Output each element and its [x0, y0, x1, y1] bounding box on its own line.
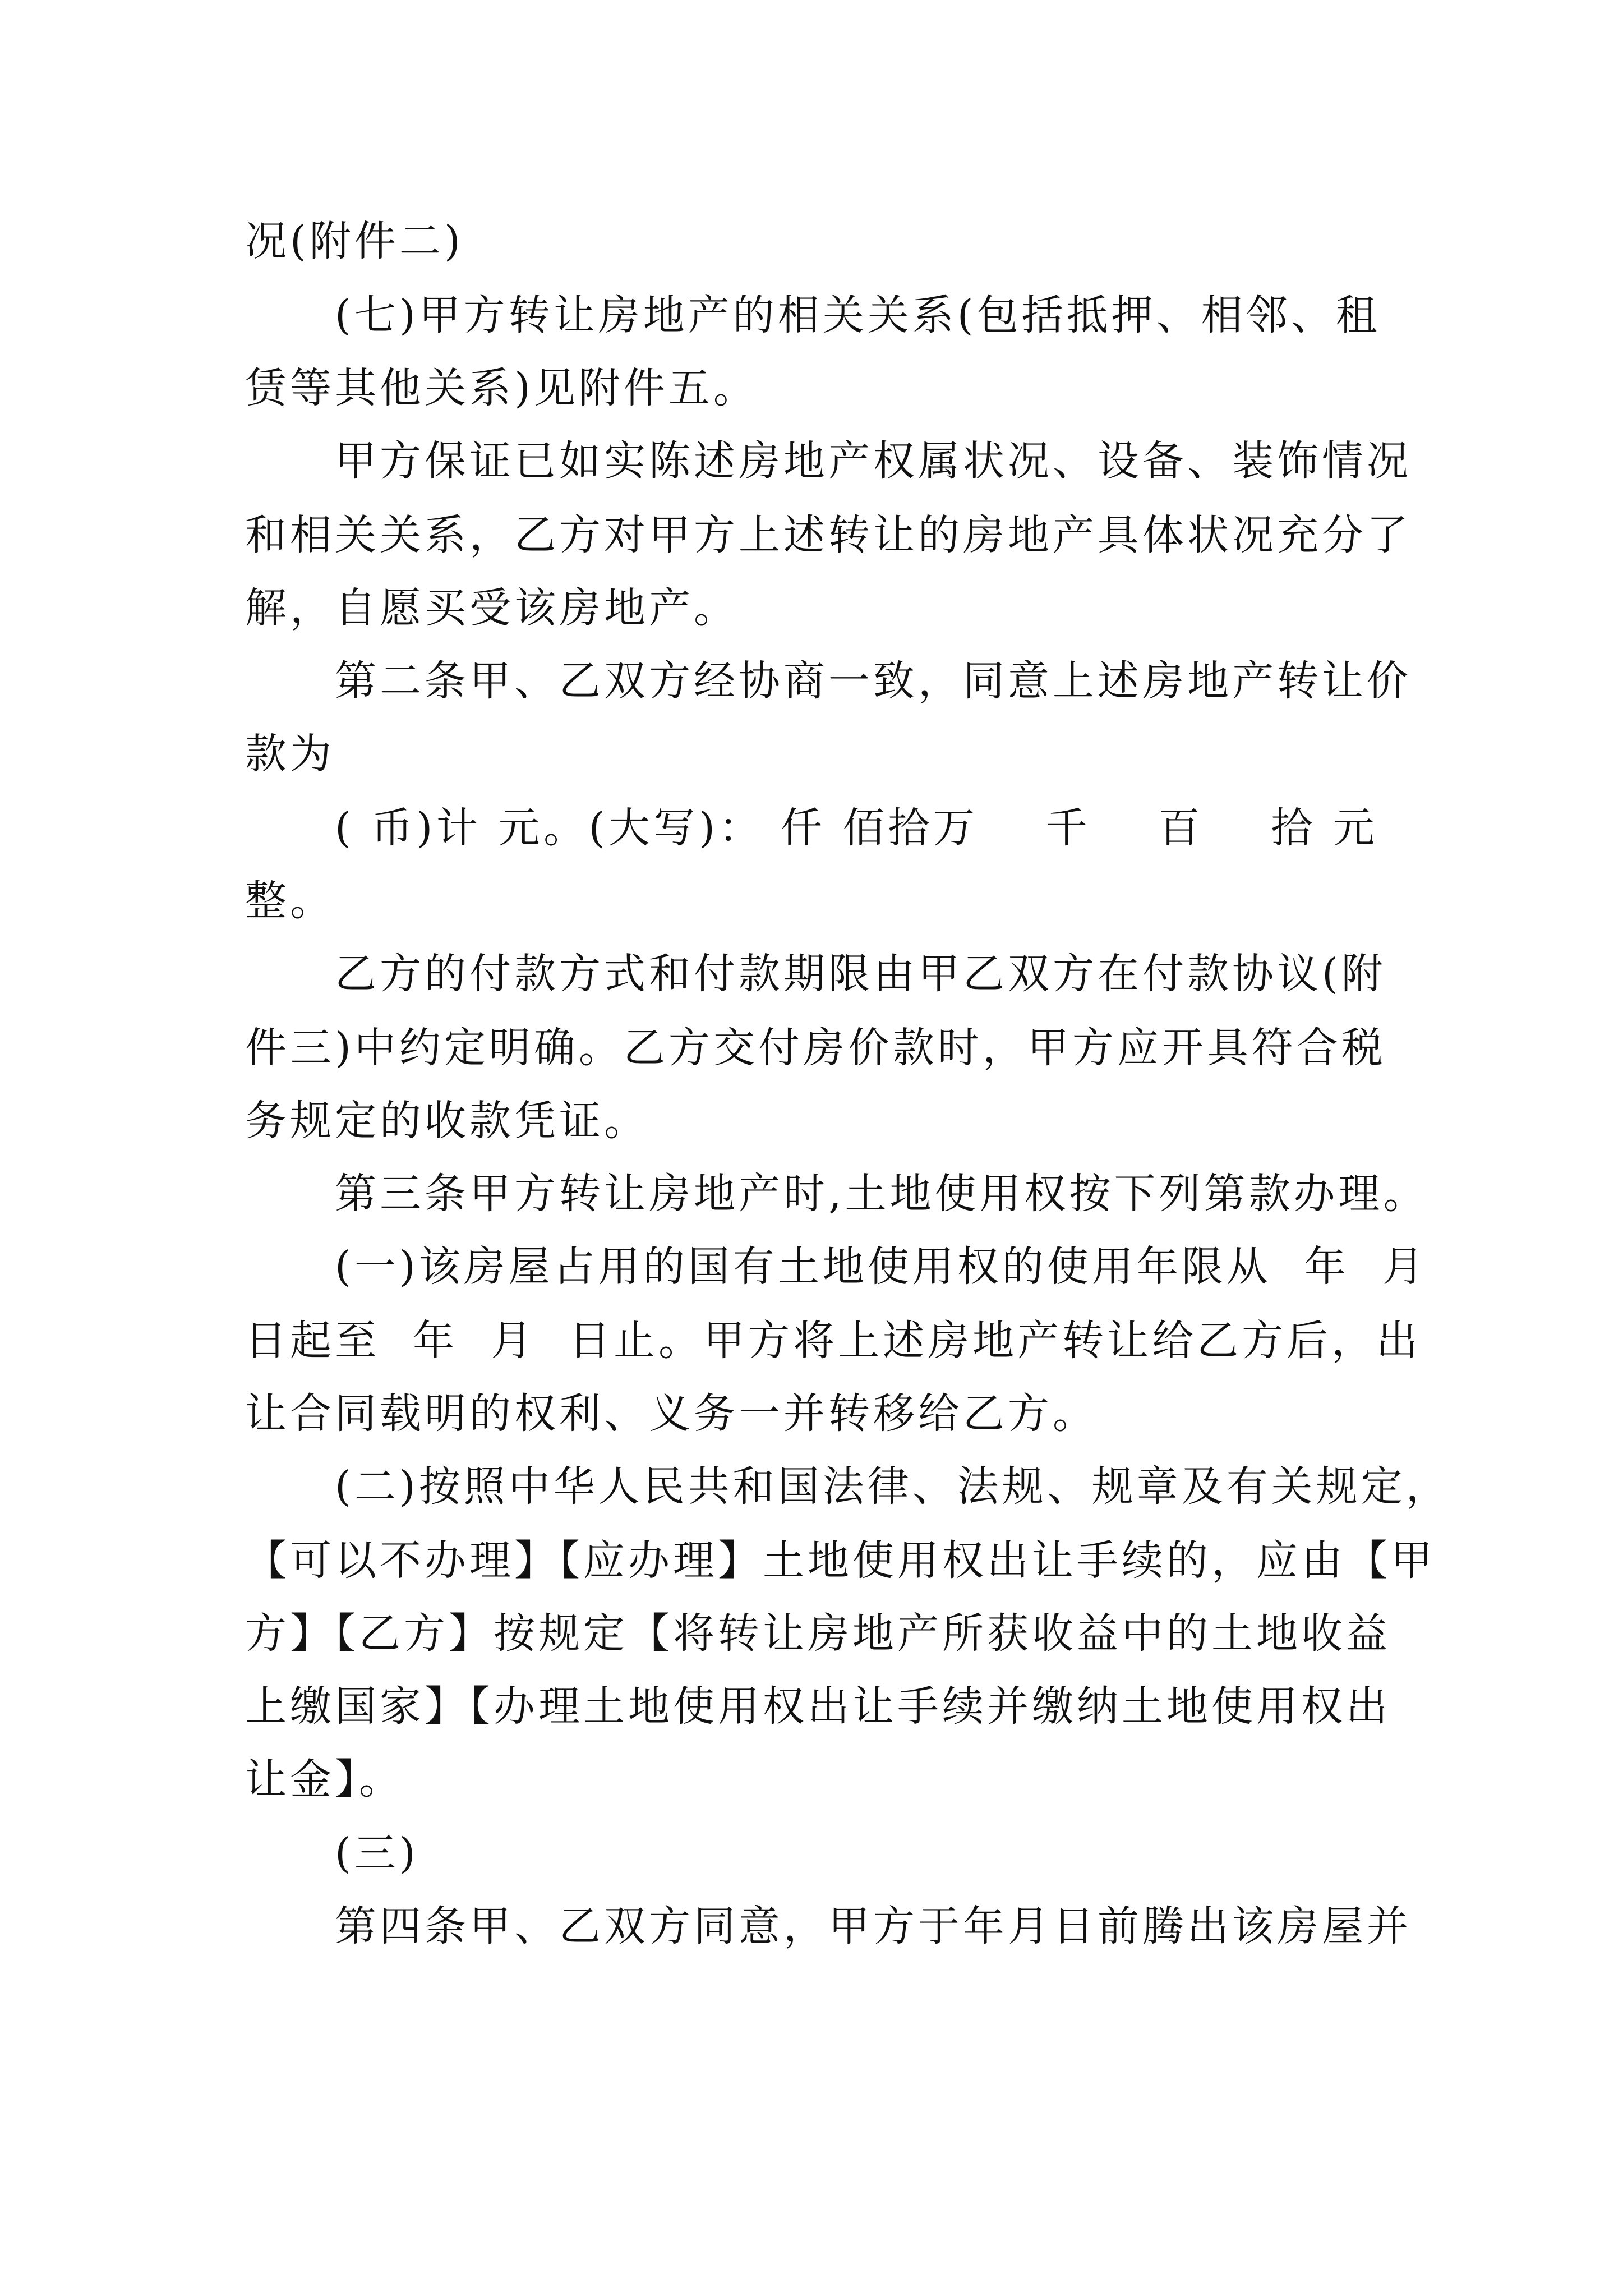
text-line: 和相关关系，乙方对甲方上述转让的房地产具体状况充分了 — [245, 511, 1412, 559]
text-line: (一)该房屋占用的国有土地使用权的使用年限从 年 月 — [335, 1243, 1427, 1291]
text-line: 乙方的付款方式和付款期限由甲乙双方在付款协议(附 — [335, 950, 1386, 998]
text-line: 上缴国家】【办理土地使用权出让手续并缴纳土地使用权出 — [245, 1682, 1391, 1731]
text-line: 件三)中约定明确。乙方交付房价款时，甲方应开具符合税 — [245, 1024, 1386, 1072]
text-line: (三) — [335, 1829, 419, 1878]
text-line: 解，自愿买受该房地产。 — [245, 584, 739, 632]
text-line: 款为 — [245, 730, 335, 778]
text-line: 第三条甲方转让房地产时,土地使用权按下列第款办理。 — [335, 1170, 1428, 1218]
text-line: 甲方保证已如实陈述房地产权属状况、设备、装饰情况 — [335, 437, 1412, 485]
text-line: (二)按照中华人民共和国法律、法规、规章及有关规定， — [335, 1462, 1451, 1511]
text-line: 让金】。 — [245, 1755, 404, 1803]
text-line: 让合同载明的权利、义务一并转移给乙方。 — [245, 1389, 1098, 1438]
text-line: 整。 — [245, 877, 335, 925]
text-line: 方】【乙方】按规定【将转让房地产所获收益中的土地收益 — [245, 1609, 1391, 1658]
text-line: 务规定的收款凭证。 — [245, 1097, 649, 1145]
text-line: 赁等其他关系)见附件五。 — [245, 364, 758, 412]
text-line: 【可以不办理】【应办理】土地使用权出让手续的，应由【甲 — [245, 1536, 1436, 1585]
text-line: 日起至 年 月 日止。甲方将上述房地产转让给乙方后，出 — [245, 1317, 1422, 1365]
text-line: 况(附件二) — [245, 217, 464, 265]
text-line: 第四条甲、乙双方同意，甲方于年月日前腾出该房屋并 — [335, 1902, 1412, 1950]
text-line: (七)甲方转让房地产的相关关系(包括抵押、相邻、租 — [335, 291, 1381, 339]
text-line: ( 币)计 元。(大写)： 仟 佰拾万 千 百 拾 元 — [335, 804, 1378, 852]
text-line: 第二条甲、乙双方经协商一致，同意上述房地产转让价 — [335, 657, 1412, 705]
